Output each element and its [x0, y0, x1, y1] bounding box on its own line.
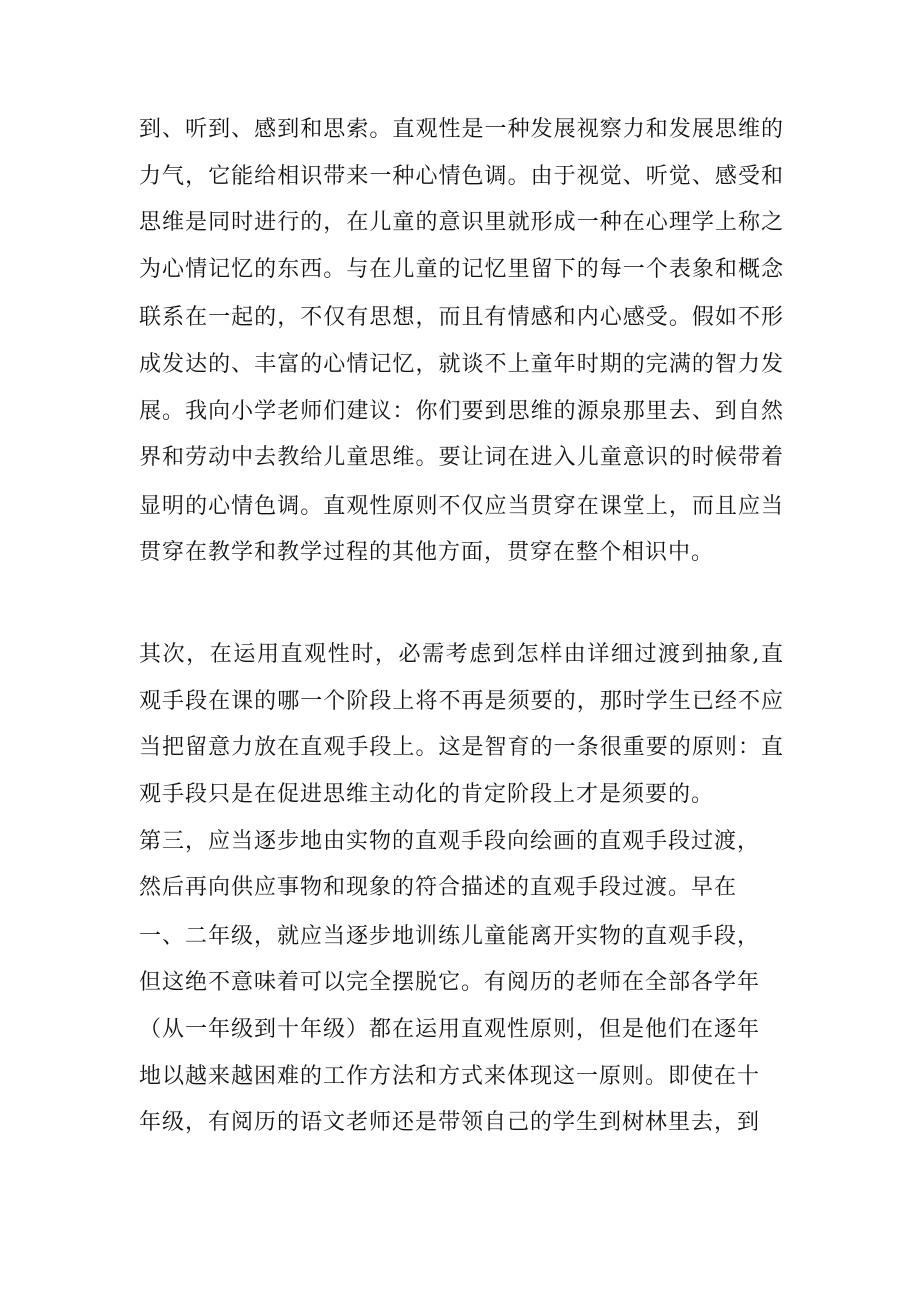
paragraph-3-line-2: 然后再向供应事物和现象的符合描述的直观手段过渡。早在 — [139, 875, 738, 900]
paragraph-1-line-3: 思维是同时进行的，在儿童的意识里就形成一种在心理学上称之 — [139, 210, 783, 235]
paragraph-2-line-2: 观手段在课的哪一个阶段上将不再是须要的，那时学生已经不应 — [139, 689, 783, 714]
paragraph-3-line-7: 年级，有阅历的语文老师还是带领自己的学生到树林里去，到 — [139, 1110, 761, 1135]
paragraph-2-line-3: 当把留意力放在直观手段上。这是智育的一条很重要的原则：直 — [139, 735, 783, 760]
paragraph-1-line-6: 成发达的、丰富的心情记忆，就谈不上童年时期的完满的智力发 — [139, 352, 783, 377]
paragraph-3-line-6: 地以越来越困难的工作方法和方式来体现这一原则。即使在十 — [139, 1064, 761, 1089]
paragraph-1-line-4: 为心情记忆的东西。与在儿童的记忆里留下的每一个表象和概念 — [139, 257, 783, 282]
paragraph-2-line-1: 其次，在运用直观性时，必需考虑到怎样由详细过渡到抽象,直 — [139, 642, 783, 667]
paragraph-1-line-5: 联系在一起的，不仅有思想，而且有情感和内心感受。假如不形 — [139, 305, 783, 330]
paragraph-3-line-4: 但这绝不意味着可以完全摆脱它。有阅历的老师在全部各学年 — [139, 970, 761, 995]
paragraph-1-line-8: 界和劳动中去教给儿童思维。要让词在进入儿童意识的时候带着 — [139, 445, 783, 470]
paragraph-1-line-2: 力气，它能给相识带来一种心情色调。由于视觉、听觉、感受和 — [139, 164, 783, 189]
paragraph-3-line-1: 第三，应当逐步地由实物的直观手段向绘画的直观手段过渡， — [139, 829, 761, 854]
paragraph-1-line-9: 显明的心情色调。直观性原则不仅应当贯穿在课堂上，而且应当 — [139, 494, 783, 519]
paragraph-1-line-7: 展。我向小学老师们建议：你们要到思维的源泉那里去、到自然 — [139, 399, 783, 424]
paragraph-3-line-3: 一、二年级，就应当逐步地训练儿童能离开实物的直观手段， — [139, 924, 761, 949]
paragraph-3-line-5: （从一年级到十年级）都在运用直观性原则，但是他们在逐年 — [139, 1017, 761, 1042]
paragraph-1-line-1: 到、听到、感到和思索。直观性是一种发展视察力和发展思维的 — [139, 117, 783, 142]
paragraph-1-line-10: 贯穿在教学和教学过程的其他方面，贯穿在整个相识中。 — [139, 540, 715, 565]
paragraph-2-line-4: 观手段只是在促进思维主动化的肯定阶段上才是须要的。 — [139, 782, 715, 807]
